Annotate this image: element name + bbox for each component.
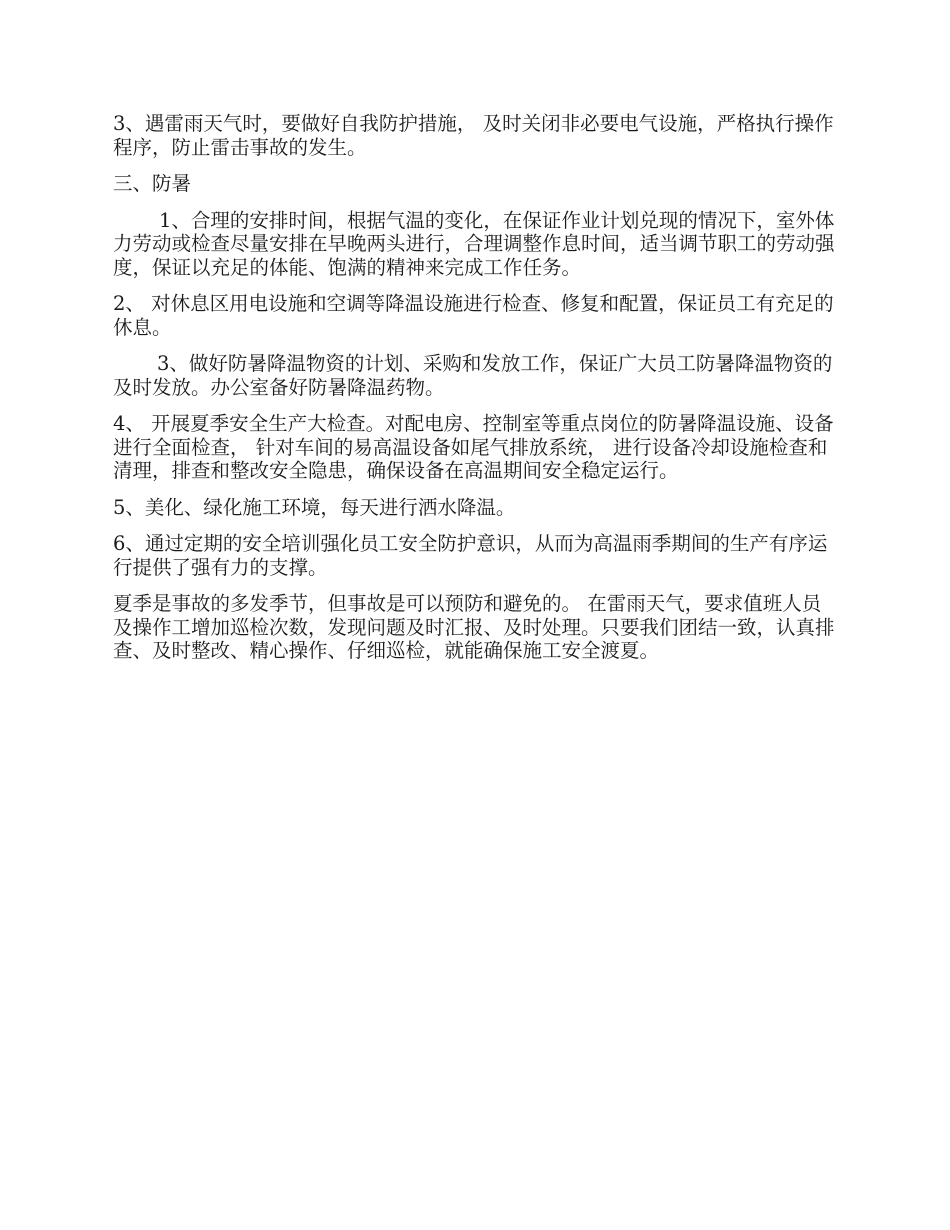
paragraph-cooling-supplies: 3、做好防暑降温物资的计划、采购和发放工作，保证广大员工防暑降温物资的及时发放。办公室备好防暑降温药物。 <box>113 352 833 399</box>
document-body <box>113 112 838 676</box>
section-heading-heatstroke-prevention: 三、防暑 <box>113 172 192 195</box>
paragraph-greening-environment: 5、美化、绿化施工环境，每天进行洒水降温。 <box>113 495 516 519</box>
paragraph-summer-safety-inspection: 4、 开展夏季安全生产大检查。对配电房、控制室等重点岗位的防暑降温设施、设备进行全面检查， 针对车间的易高温设备如尾气排放系统， 进行设备冷却设施检查和清理，排查和整改安全隐患，确保设备在高温期间安全稳定运行。 <box>113 412 834 482</box>
paragraph-schedule-work-time: 1、合理的安排时间，根据气温的变化，在保证作业计划兑现的情况下，室外体力劳动或检查尽量安排在早晚两头进行，合理调整作息时间，适当调节职工的劳动强度，保证以充足的体能、饱满的精神来完成工作任务。 <box>113 208 835 279</box>
paragraph-safety-training: 6、通过定期的安全培训强化员工安全防护意识，从而为高温雨季期间的生产有序运行提供了强有力的支撑。 <box>113 532 828 579</box>
paragraph-conclusion: 夏季是事故的多发季节，但事故是可以预防和避免的。 在雷雨天气，要求值班人员及操作工增加巡检次数，发现问题及时汇报、及时处理。只要我们团结一致，认真排查、及时整改、精心操作、仔细巡检，就能确保施工安全渡夏。 <box>113 592 835 662</box>
paragraph-lightning-safety: 3、遇雷雨天气时，要做好自我防护措施， 及时关闭非必要电气设施，严格执行操作程序，防止雷击事故的发生。 <box>113 112 834 159</box>
paragraph-rest-area-facilities: 2、 对休息区用电设施和空调等降温设施进行检查、修复和配置，保证员工有充足的休息。 <box>113 292 834 339</box>
